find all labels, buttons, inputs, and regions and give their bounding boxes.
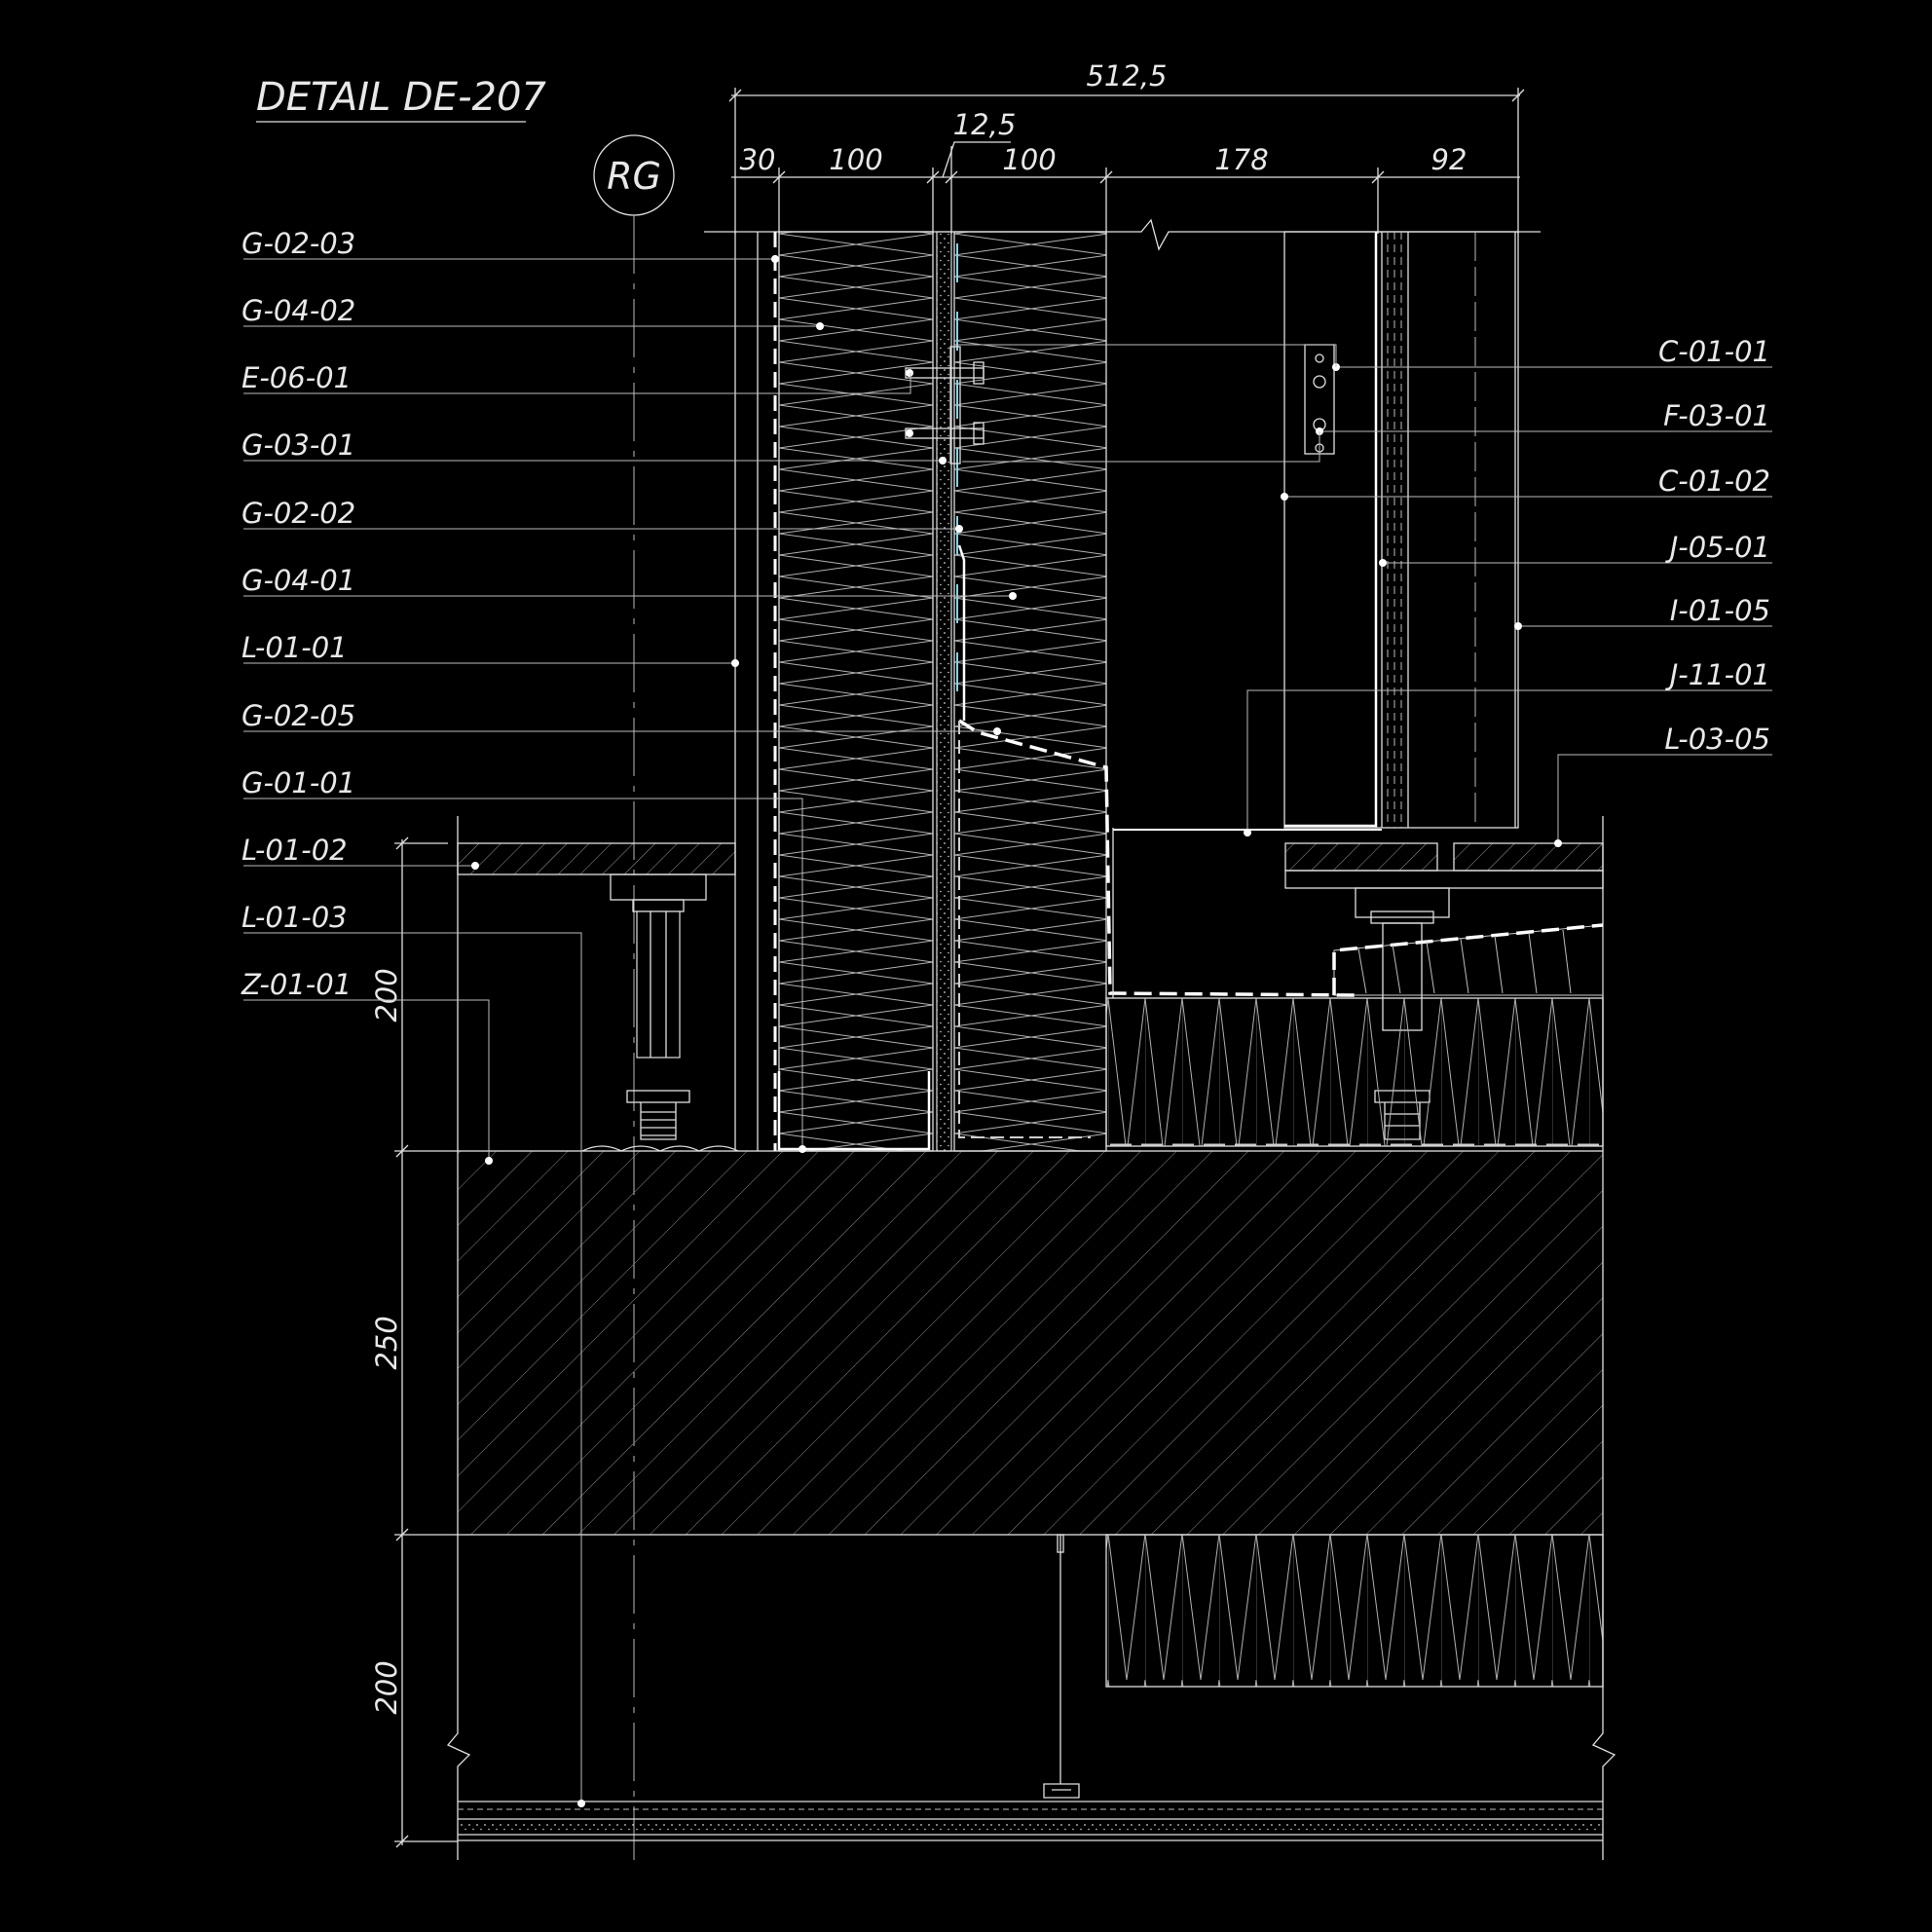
label-c-01-02: C-01-02	[1658, 464, 1770, 498]
label-g-02-02: G-02-02	[242, 497, 356, 530]
label-l-01-03: L-01-03	[242, 901, 348, 934]
label-l-01-02: L-01-02	[242, 834, 348, 867]
left-dimensions	[370, 837, 458, 1847]
window-frame	[1113, 232, 1518, 998]
detail-title: DETAIL DE-207	[256, 75, 546, 120]
label-j-11-01: J-11-01	[1669, 658, 1770, 691]
label-g-02-03: G-02-03	[242, 227, 356, 260]
label-g-03-01: G-03-01	[242, 428, 356, 462]
soffit-insulation	[1106, 1535, 1603, 1687]
left-label-column	[241, 227, 355, 1001]
grid-bubble-label: RG	[607, 155, 661, 198]
label-l-03-05: L-03-05	[1664, 723, 1770, 756]
right-label-column	[1658, 335, 1770, 756]
dim-left-3: 200	[370, 1660, 403, 1715]
dim-left-2: 250	[370, 1316, 403, 1370]
dim-total: 512,5	[1086, 59, 1168, 93]
label-g-02-05: G-02-05	[242, 699, 356, 732]
dim-segment-1: 30	[739, 143, 776, 176]
label-g-01-01: G-01-01	[242, 766, 356, 799]
dim-left-1: 200	[370, 968, 403, 1022]
top-dimensions	[729, 59, 1524, 234]
dim-small: 12,5	[952, 108, 1017, 141]
left-terrace	[458, 232, 738, 1151]
tapered-insulation	[1334, 925, 1603, 995]
dim-segment-5: 92	[1430, 143, 1468, 176]
roof-insulation	[1106, 998, 1603, 1146]
label-z-01-01: Z-01-01	[242, 968, 353, 1001]
label-g-04-02: G-04-02	[242, 294, 356, 327]
label-g-04-01: G-04-01	[242, 564, 356, 597]
dim-segment-2: 100	[829, 143, 883, 176]
label-c-01-01: C-01-01	[1658, 335, 1770, 368]
label-e-06-01: E-06-01	[242, 361, 353, 394]
dim-segment-3: 100	[1002, 143, 1057, 176]
label-l-01-01: L-01-01	[242, 631, 348, 664]
label-i-01-05: I-01-05	[1669, 594, 1770, 627]
label-f-03-01: F-03-01	[1663, 399, 1770, 432]
label-j-05-01: J-05-01	[1669, 531, 1770, 564]
dim-segment-4: 178	[1214, 143, 1269, 176]
